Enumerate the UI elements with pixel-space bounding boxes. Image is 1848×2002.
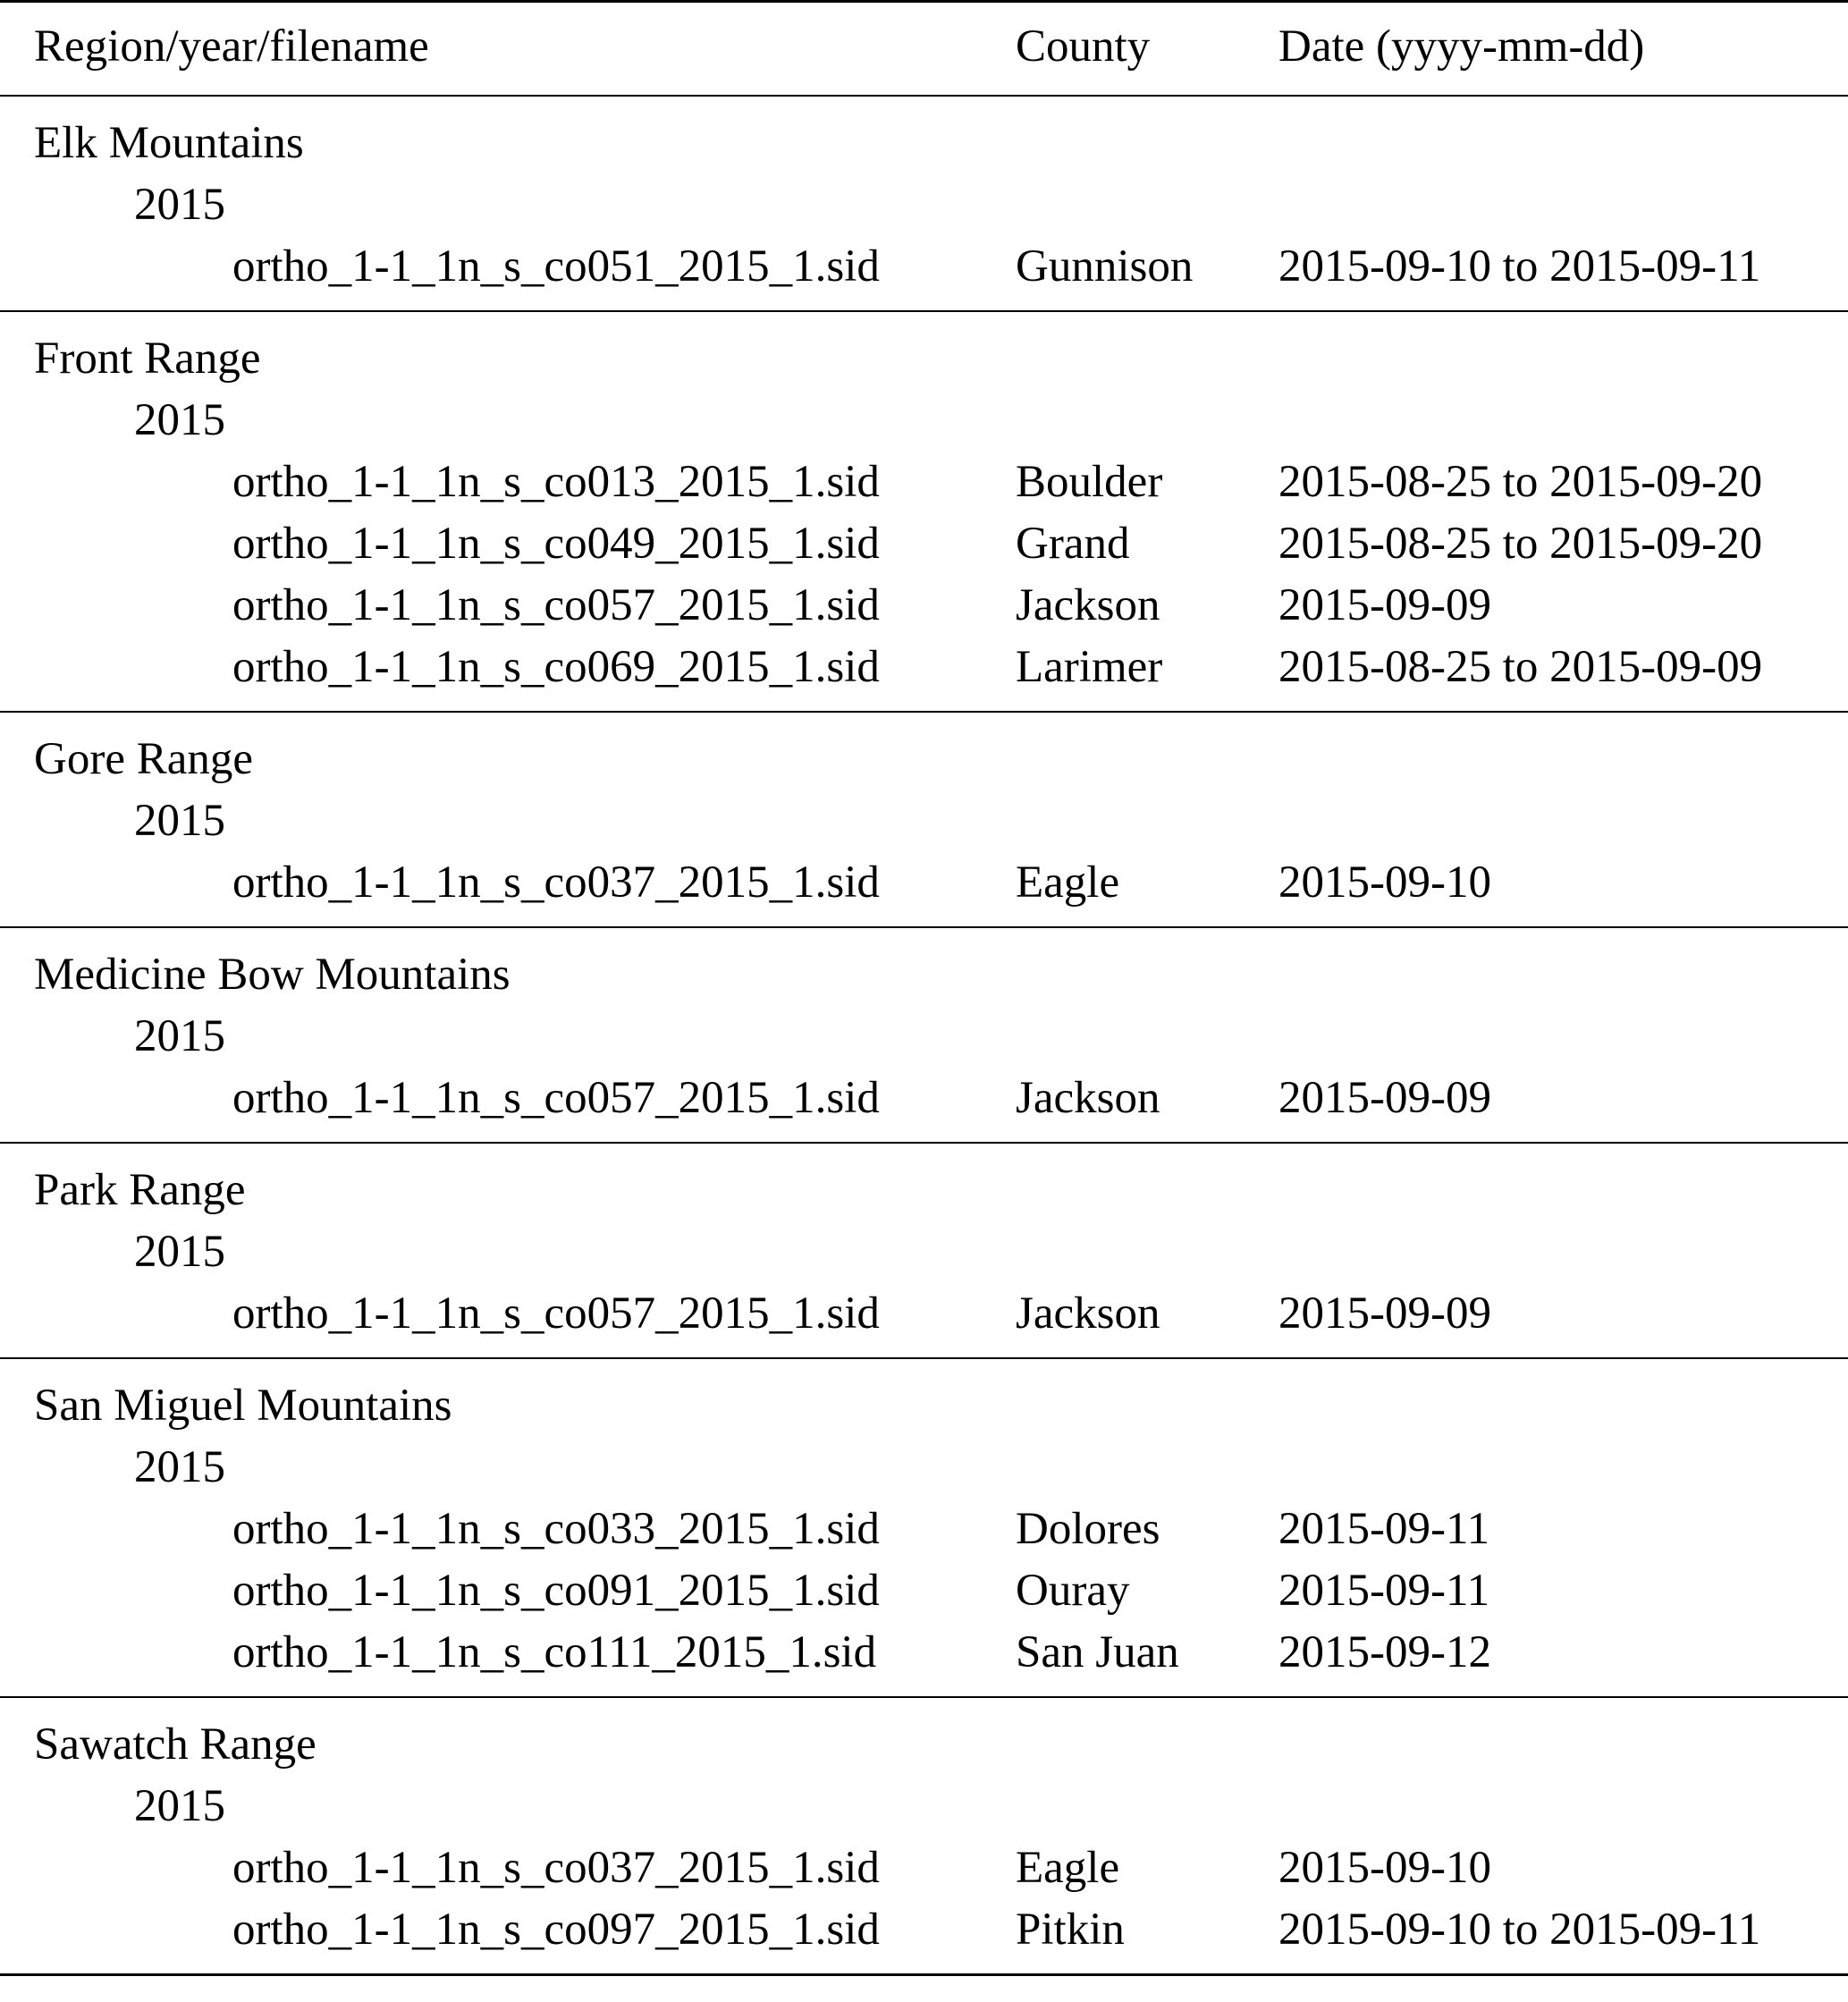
filename-cell: ortho_1-1_1n_s_co037_2015_1.sid <box>232 857 880 908</box>
year-label: 2015 <box>134 1781 225 1831</box>
county-cell: Eagle <box>1016 1843 1120 1893</box>
date-cell: 2015-08-25 to 2015-09-20 <box>1278 457 1763 507</box>
date-cell: 2015-08-25 to 2015-09-09 <box>1278 642 1763 692</box>
county-cell: Jackson <box>1016 1288 1160 1339</box>
date-cell: 2015-09-10 <box>1278 857 1491 908</box>
section-rule <box>0 310 1848 312</box>
date-cell: 2015-09-09 <box>1278 1073 1491 1123</box>
section-rule <box>0 926 1848 928</box>
county-cell: Boulder <box>1016 457 1163 507</box>
header-date: Date (yyyy-mm-dd) <box>1278 21 1645 72</box>
year-label: 2015 <box>134 1227 225 1277</box>
region-name: Gore Range <box>34 734 253 784</box>
county-cell: Eagle <box>1016 857 1120 908</box>
filename-cell: ortho_1-1_1n_s_co097_2015_1.sid <box>232 1905 880 1955</box>
filename-cell: ortho_1-1_1n_s_co037_2015_1.sid <box>232 1843 880 1893</box>
bottom-rule <box>0 1973 1848 1976</box>
date-cell: 2015-09-10 to 2015-09-11 <box>1278 241 1761 291</box>
filename-cell: ortho_1-1_1n_s_co033_2015_1.sid <box>232 1504 880 1554</box>
top-rule <box>0 0 1848 3</box>
county-cell: Larimer <box>1016 642 1163 692</box>
county-cell: San Juan <box>1016 1627 1179 1677</box>
filename-cell: ortho_1-1_1n_s_co091_2015_1.sid <box>232 1566 880 1616</box>
section-rule <box>0 1142 1848 1144</box>
region-name: Park Range <box>34 1165 246 1215</box>
header-filename: Region/year/filename <box>34 21 429 72</box>
year-label: 2015 <box>134 395 225 445</box>
date-cell: 2015-09-11 <box>1278 1566 1490 1616</box>
county-cell: Jackson <box>1016 1073 1160 1123</box>
filename-cell: ortho_1-1_1n_s_co111_2015_1.sid <box>232 1627 877 1677</box>
county-cell: Gunnison <box>1016 241 1194 291</box>
filename-cell: ortho_1-1_1n_s_co057_2015_1.sid <box>232 1288 880 1339</box>
filename-cell: ortho_1-1_1n_s_co051_2015_1.sid <box>232 241 880 291</box>
region-name: Sawatch Range <box>34 1719 316 1770</box>
date-cell: 2015-09-09 <box>1278 1288 1491 1339</box>
header-county: County <box>1016 21 1151 72</box>
county-cell: Dolores <box>1016 1504 1160 1554</box>
year-label: 2015 <box>134 1011 225 1061</box>
filename-cell: ortho_1-1_1n_s_co057_2015_1.sid <box>232 1073 880 1123</box>
region-name: Front Range <box>34 334 261 384</box>
year-label: 2015 <box>134 1442 225 1492</box>
county-cell: Grand <box>1016 519 1130 569</box>
section-rule <box>0 1357 1848 1359</box>
filename-cell: ortho_1-1_1n_s_co049_2015_1.sid <box>232 519 880 569</box>
date-cell: 2015-08-25 to 2015-09-20 <box>1278 519 1763 569</box>
date-cell: 2015-09-10 to 2015-09-11 <box>1278 1905 1761 1955</box>
county-cell: Pitkin <box>1016 1905 1125 1955</box>
county-cell: Jackson <box>1016 580 1160 630</box>
header-rule <box>0 95 1848 97</box>
region-name: Medicine Bow Mountains <box>34 950 511 1000</box>
date-cell: 2015-09-09 <box>1278 580 1491 630</box>
date-cell: 2015-09-10 <box>1278 1843 1491 1893</box>
date-cell: 2015-09-12 <box>1278 1627 1491 1677</box>
filename-cell: ortho_1-1_1n_s_co069_2015_1.sid <box>232 642 880 692</box>
region-name: San Miguel Mountains <box>34 1381 452 1431</box>
region-name: Elk Mountains <box>34 118 304 168</box>
year-label: 2015 <box>134 180 225 230</box>
year-label: 2015 <box>134 796 225 846</box>
section-rule <box>0 1696 1848 1698</box>
filename-cell: ortho_1-1_1n_s_co013_2015_1.sid <box>232 457 880 507</box>
filename-cell: ortho_1-1_1n_s_co057_2015_1.sid <box>232 580 880 630</box>
date-cell: 2015-09-11 <box>1278 1504 1490 1554</box>
section-rule <box>0 711 1848 713</box>
county-cell: Ouray <box>1016 1566 1130 1616</box>
